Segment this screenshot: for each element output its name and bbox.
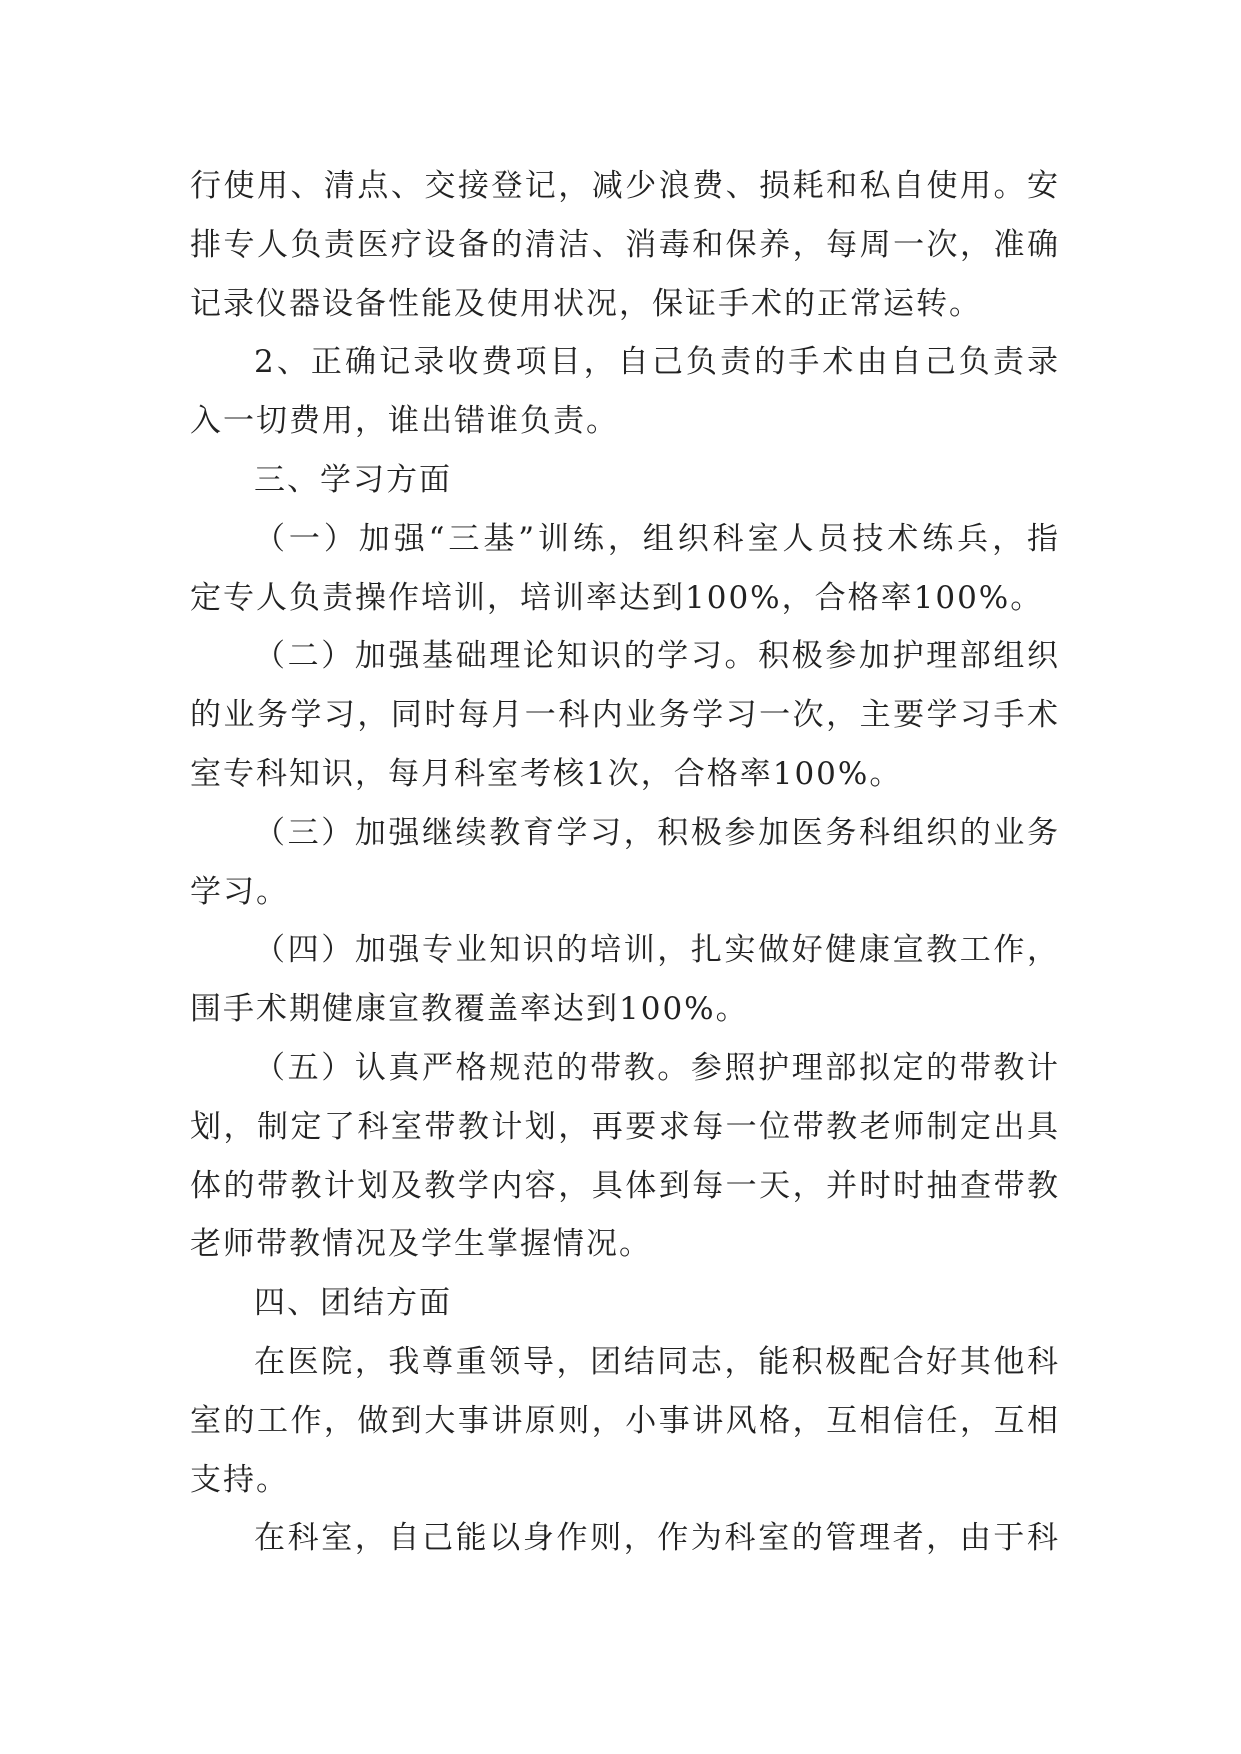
text-line: 划，制定了科室带教计划，再要求每一位带教老师制定出具: [190, 1108, 1060, 1145]
text-line: （二）加强基础理论知识的学习。积极参加护理部组织: [254, 638, 1060, 675]
document-body: [190, 157, 1060, 1568]
text-line: 围手术期健康宣教覆盖率达到100%。: [190, 991, 749, 1028]
text-line: （三）加强继续教育学习，积极参加医务科组织的业务: [254, 814, 1060, 851]
text-line: 入一切费用，谁出错谁负责。: [190, 403, 619, 440]
text-line: 四、团结方面: [254, 1285, 452, 1322]
text-line: 排专人负责医疗设备的清洁、消毒和保养，每周一次，准确: [190, 226, 1060, 263]
text-line: 行使用、清点、交接登记，减少浪费、损耗和私自使用。安: [190, 168, 1060, 204]
text-line: 在医院，我尊重领导，团结同志，能积极配合好其他科: [254, 1343, 1060, 1380]
text-line: 室专科知识，每月科室考核1次，合格率100%。: [190, 755, 903, 792]
text-line: （五）认真严格规范的带教。参照护理部拟定的带教计: [254, 1049, 1060, 1086]
text-line: 的业务学习，同时每月一科内业务学习一次，主要学习手术: [190, 697, 1060, 734]
text-line: 体的带教计划及教学内容，具体到每一天，并时时抽查带教: [190, 1167, 1060, 1204]
text-line: 2、正确记录收费项目，自己负责的手术由自己负责录: [254, 344, 1060, 381]
text-line: （一）加强“三基”训练，组织科室人员技术练兵，指: [254, 520, 1060, 557]
text-line: 记录仪器设备性能及使用状况，保证手术的正常运转。: [190, 285, 982, 322]
text-line: 三、学习方面: [254, 461, 452, 498]
text-line: （四）加强专业知识的培训，扎实做好健康宣教工作，: [254, 932, 1060, 969]
text-line: 学习。: [190, 873, 289, 910]
text-line: 室的工作，做到大事讲原则，小事讲风格，互相信任，互相: [190, 1402, 1060, 1439]
text-line: 支持。: [190, 1461, 289, 1498]
text-line: 定专人负责操作培训，培训率达到100%，合格率100%。: [190, 579, 1044, 616]
text-line: 老师带教情况及学生掌握情况。: [190, 1226, 652, 1263]
text-line: 在科室，自己能以身作则，作为科室的管理者，由于科: [254, 1520, 1060, 1557]
